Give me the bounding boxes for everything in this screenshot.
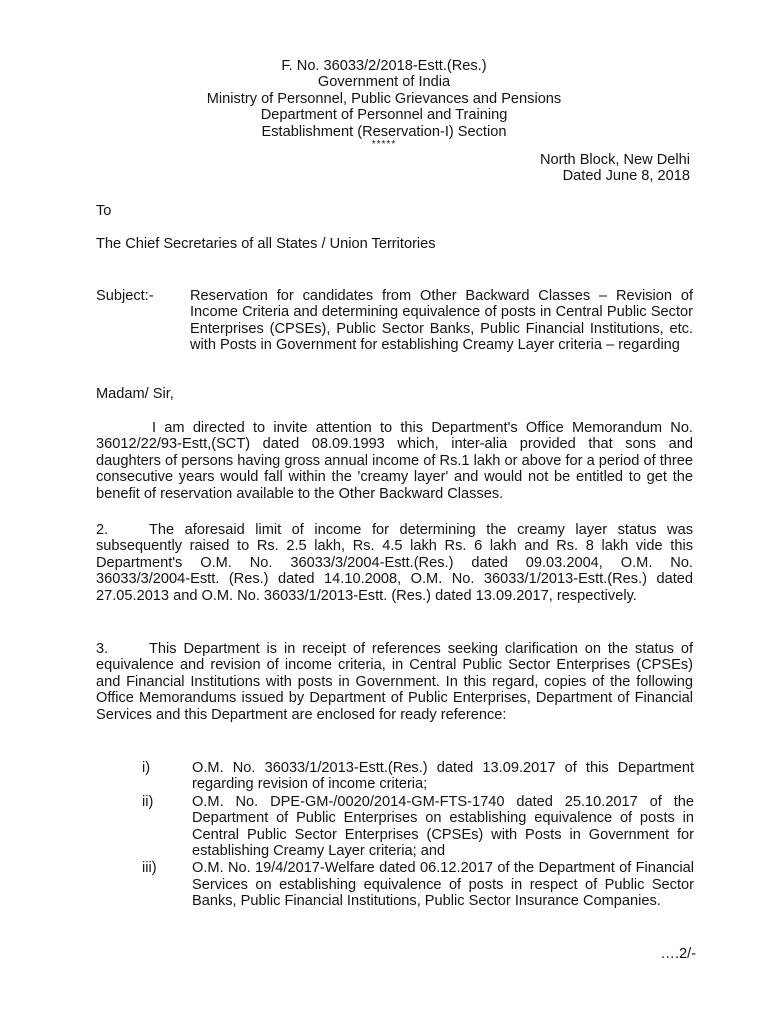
to-label: To [96, 203, 112, 219]
list-item-number: iii) [142, 860, 157, 877]
page-continuation: ….2/- [660, 946, 696, 962]
list-item [142, 860, 694, 909]
salutation: Madam/ Sir, [96, 386, 174, 402]
date: Dated June 8, 2018 [562, 168, 690, 185]
ministry-name: Ministry of Personnel, Public Grievances and Pensions [206, 90, 562, 107]
subject-label: Subject:- [96, 288, 154, 304]
list-item-text: O.M. No. DPE-GM-/0020/2014-GM-FTS-1740 dated 25.10.2017 of the Department of Public Enterprises on establishing equivalence of posts in Central Public Sector Enterprises (CPSEs) with Posts in Government for establishing Creamy Layer criteria; and [192, 793, 694, 860]
list-item [142, 760, 694, 793]
location: North Block, New Delhi [539, 152, 690, 168]
list-item-text: O.M. No. 19/4/2017-Welfare dated 06.12.2017 of the Department of Financial Services on establishing equivalence of posts in respect of Public Sector Banks, Public Financial Institutions, Public Sector Insurance Companies. [192, 860, 694, 910]
paragraph-text: This Department is in receipt of references seeking clarification on the status of equivalence and revision of income criteria, in Central Public Sector Enterprises (CPSEs) and Financial Institutions with posts in Government. In this regard, copies of the following Office Memorandums issued by Department of Public Enterprises, Department of Financial Services and this Department are enclosed for ready reference: [96, 641, 693, 723]
subject-block [96, 288, 693, 354]
paragraph-number: 2. [96, 522, 109, 538]
paragraph-3 [96, 641, 693, 723]
paragraph-number: 3. [96, 641, 109, 657]
header-separator: ***** [371, 139, 397, 151]
place-and-date [540, 152, 690, 185]
department-name: Department of Personnel and Training [260, 107, 508, 124]
paragraph-2 [96, 522, 693, 604]
file-number: F. No. 36033/2/2018-Estt.(Res.) [281, 58, 487, 74]
enclosure-list [142, 760, 694, 910]
addressee: The Chief Secretaries of all States / Union Territories [96, 236, 436, 252]
section-name: Establishment (Reservation-I) Section [261, 123, 507, 140]
letterhead [0, 58, 768, 150]
list-item-number: i) [142, 760, 151, 776]
government-name: Government of India [317, 74, 451, 91]
subject-text: Reservation for candidates from Other Backward Classes – Revision of Income Criteria and determining equivalence of posts in Central Public Sector Enterprises (CPSEs), Public Sector Banks, Public Financial Institutions, etc. with Posts in Government for establishing Creamy Layer criteria – regarding [190, 288, 693, 354]
paragraph-1: I am directed to invite attention to this Department's Office Memorandum No. 36012/22/93-Estt,(SCT) dated 08.09.1993 which, inter-alia provided that sons and daughters of persons having gross annual income of Rs.1 lakh or above for a period of three consecutive years would fall within the 'creamy layer' and would not be entitled to get the benefit of reservation available to the Other Backward Classes. [96, 420, 693, 502]
list-item-number: ii) [142, 793, 154, 810]
list-item-text: O.M. No. 36033/1/2013-Estt.(Res.) dated 13.09.2017 of this Department regarding revision of income criteria; [192, 760, 694, 793]
list-item [142, 794, 694, 860]
paragraph-text: The aforesaid limit of income for determining the creamy layer status was subsequently raised to Rs. 2.5 lakh, Rs. 4.5 lakh Rs. 6 lakh and Rs. 8 lakh vide this Department's O.M. No. 36033/3/2004-Estt.(Res.) dated 09.03.2004, O.M. No. 36033/3/2004-Estt. (Res.) dated 14.10.2008, O.M. No. 36033/1/2013-Estt.(Res.) dated 27.05.2013 and O.M. No. 36033/1/2013-Estt. (Res.) dated 13.09.2017, respectively. [96, 522, 693, 604]
